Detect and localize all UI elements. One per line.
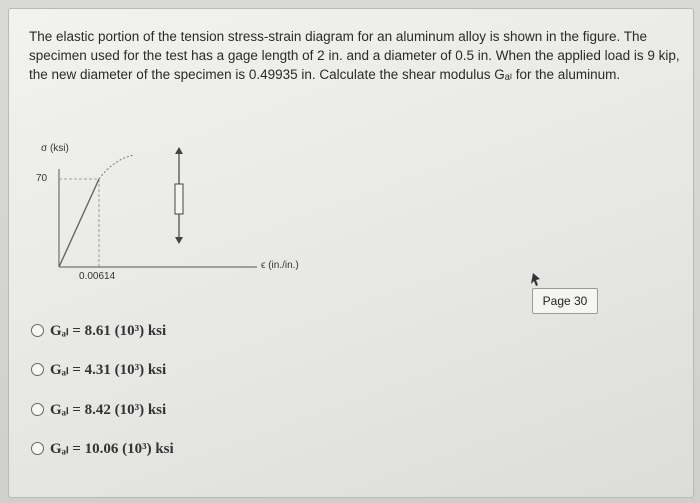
radio-button[interactable] [31,442,44,455]
answer-option-label: Gₐₗ = 8.61 (10³) ksi [50,323,167,339]
page-badge: Page 30 [532,288,598,314]
specimen-body [175,184,183,214]
y-tick-label: 70 [36,173,48,184]
question-text: The elastic portion of the tension stress-strain diagram for an aluminum alloy is shown in the figure. The specimen used for the test has a gage length of 2 in. and a diameter of 0.5 in. When the applied load is 9 kip, the new diameter of the specimen is 0.49935 in. Calculate the shear modulus Gₐₗ for the aluminum. [29,29,680,82]
answer-option-label: Gₐₗ = 8.42 (10³) ksi [50,402,167,418]
answer-option-label: Gₐₗ = 4.31 (10³) ksi [50,362,167,378]
mouse-pointer-icon [531,273,540,286]
plastic-curve [99,155,134,179]
specimen-bottom-arrowhead [175,237,183,244]
screen-area [8,8,694,498]
y-axis-label: σ (ksi) [41,143,69,154]
radio-button[interactable] [31,363,44,376]
x-axis-label: ϵ (in./in.) [261,260,299,271]
specimen-top-arrowhead [175,147,183,154]
radio-button[interactable] [31,403,44,416]
answer-option-2[interactable] [31,360,166,379]
answer-option-4[interactable] [31,439,174,458]
answer-option-1[interactable] [31,321,166,340]
answer-option-label: Gₐₗ = 10.06 (10³) ksi [50,441,174,457]
radio-button[interactable] [31,324,44,337]
answer-option-3[interactable] [31,400,166,419]
x-tick-label: 0.00614 [79,271,116,282]
elastic-line [59,179,99,267]
